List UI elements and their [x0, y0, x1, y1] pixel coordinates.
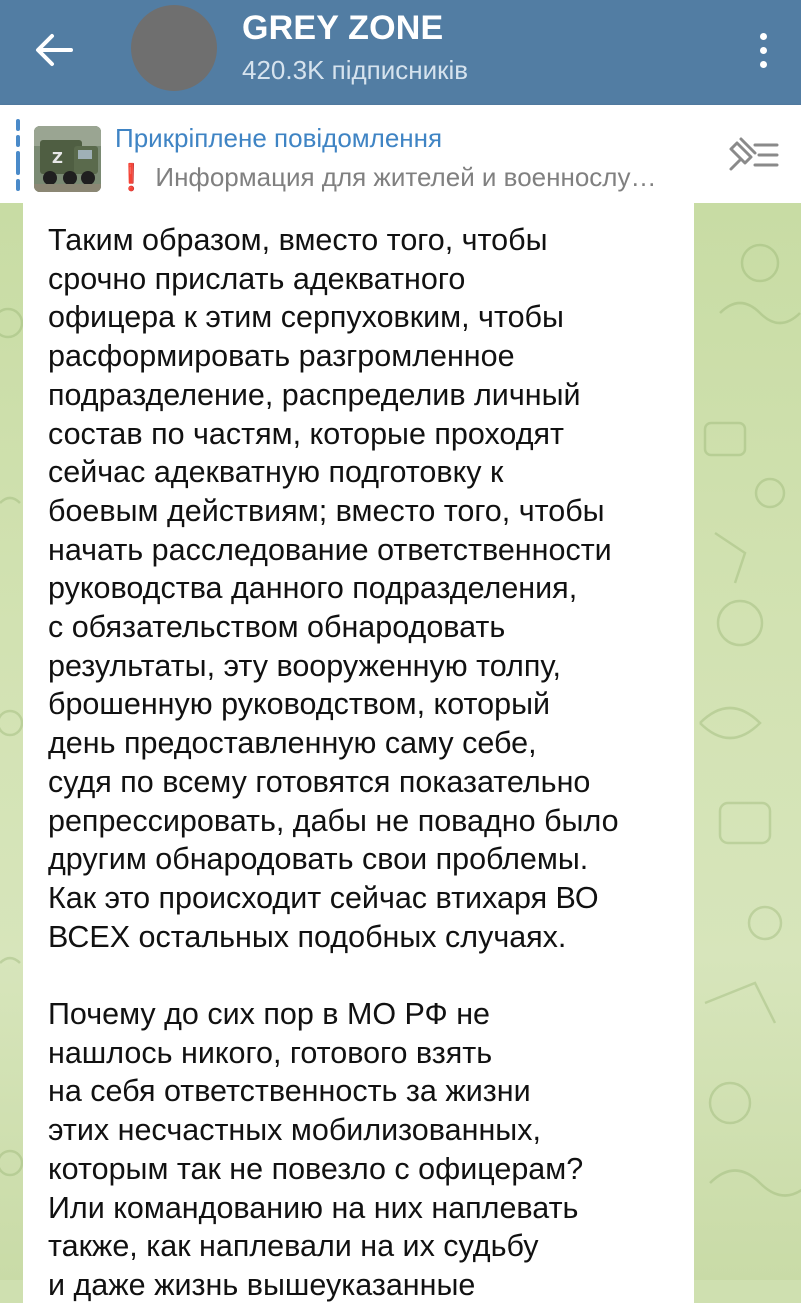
pinned-list-button[interactable] — [725, 135, 781, 175]
pinned-indicator — [16, 119, 20, 191]
message-text: Таким образом, вместо того, чтобы срочно прислать адекватного офицера к этим серпуховким, чтобы расформировать разгромленное подразделение, распределив личный состав по частям, которые проходят сейчас адекватную подготовку к боевым действиям; вместо того, чтобы начать расследование ответственности руководства данного подразделения, с обязательством обнародовать результаты, эту вооруженную толпу, брошенную руководством, который день предоставленную саму себе, судя по всему готовятся показательно репрессировать, дабы не повадно было другим обнародовать свои проблемы. Как это происходит сейчас втихаря ВО ВСЕХ остальных подобных случаях. Почему до сих пор в МО РФ не нашлось никого, готового взять на себя ответственность за жизни этих несчастных мобилизованных, которым так не повезло с офицерам? Или командованию на них наплевать также, как наплевали на их судьбу и даже жизнь вышеуказанные — [48, 223, 619, 1302]
more-menu-button[interactable] — [743, 22, 783, 78]
message-bubble[interactable] — [23, 203, 694, 1303]
subscriber-count: 420.3K підписників — [242, 55, 469, 85]
pinned-thumbnail — [34, 126, 101, 192]
exclamation-icon: ❗ — [115, 162, 148, 192]
pinned-title: Прикріплене повідомлення — [115, 123, 443, 153]
pinned-preview-text: Информация для жителей и военнослу… — [155, 162, 657, 192]
back-button[interactable] — [22, 22, 86, 78]
pinned-message-bar[interactable] — [0, 105, 801, 203]
channel-title[interactable]: GREY ZONE — [242, 9, 444, 47]
more-vertical-icon — [760, 33, 767, 40]
arrow-left-icon — [35, 33, 73, 67]
pinned-preview — [115, 162, 705, 193]
pin-list-icon — [725, 135, 781, 175]
chat-header — [0, 0, 801, 105]
more-vertical-icon-dot — [760, 61, 767, 68]
more-vertical-icon-dot — [760, 47, 767, 54]
channel-avatar[interactable] — [131, 5, 217, 91]
svg-text:Z: Z — [52, 149, 63, 167]
